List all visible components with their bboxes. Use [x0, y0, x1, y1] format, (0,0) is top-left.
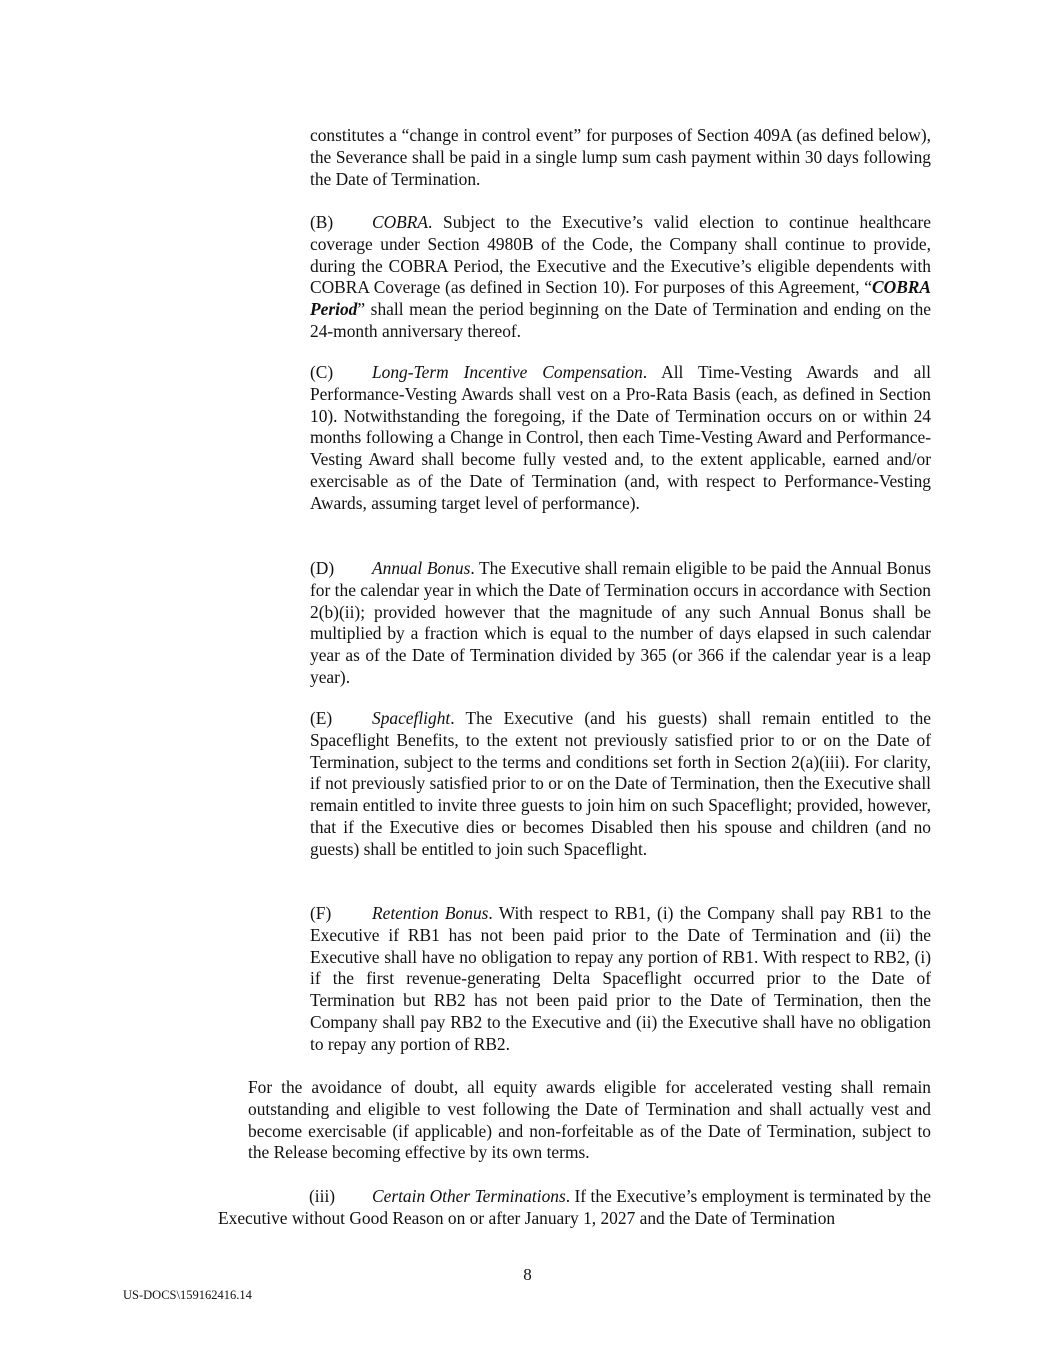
section-c-ltic: (C) Long-Term Incentive Compensation. All Time-Vesting Awards and all Performance-Vesting Awards shall vest on a Pro-Rata Basis (each, as defined in Section 10). Notwithstanding the foregoing, if the Date of Termination occurs on or within 24 months following a Change in Control, then each Time-Vesting Award and Performance-Vesting Award shall become fully vested and, to the extent applicable, earned and/or exercisable as of the Date of Termination (and, with respect to Performance-Vesting Awards, assuming target level of performance). [310, 362, 931, 513]
avoidance-paragraph: For the avoidance of doubt, all equity awards eligible for accelerated vesting shall remain outstanding and eligible to vest following the Date of Termination and shall actually vest and become exercisable (if applicable) and non-forfeitable as of the Date of Termination, subject to the Release becoming effective by its own terms. [248, 1077, 931, 1163]
item-label: (E) [310, 708, 333, 728]
item-label: (F) [310, 903, 332, 923]
section-b-cobra: (B) COBRA. Subject to the Executive’s valid election to continue healthcare coverage under Section 4980B of the Code, the Company shall continue to provide, during the COBRA Period, the Executive and the Executive’s eligible dependents with COBRA Coverage (as defined in Section 10). For purposes of this Agreement, “COBRA Period” shall mean the period beginning on the Date of Termination and ending on the 24-month anniversary thereof. [310, 212, 931, 341]
item-label: (iii) [309, 1186, 336, 1206]
document-id: US-DOCS\159162416.14 [123, 1288, 252, 1302]
page-number: 8 [523, 1265, 532, 1284]
item-text: With respect to RB1, (i) the Company shall pay RB1 to the Executive if RB1 has not been paid prior to the Date of Termination and (ii) the Executive shall have no obligation to repay any portion of RB1. With respect to RB2, (i) if the first revenue-generating Delta Spaceflight occurred prior to the Date of Termination but RB2 has not been paid prior to the Date of Termination, then the Company shall pay RB2 to the Executive and (ii) the Executive shall have no obligation to repay any portion of RB2. [310, 903, 931, 1054]
item-label: (C) [310, 362, 334, 382]
item-title: Certain Other Terminations [372, 1186, 566, 1206]
item-title: COBRA [372, 212, 429, 232]
item-title: Retention Bonus [372, 903, 489, 923]
item-label: (B) [310, 212, 334, 232]
item-label: (D) [310, 558, 335, 578]
section-f-retention-bonus: (F) Retention Bonus. With respect to RB1, (i) the Company shall pay RB1 to the Executive if RB1 has not been paid prior to the Date of Termination and (ii) the Executive shall have no obligation to repay any portion of RB1. With respect to RB2, (i) if the first revenue-generating Delta Spaceflight occurred prior to the Date of Termination but RB2 has not been paid prior to the Date of Termination, then the Company shall pay RB2 to the Executive and (ii) the Executive shall have no obligation to repay any portion of RB2. [310, 903, 931, 1054]
defined-term: COBRA Period [310, 277, 931, 320]
item-text: All Time-Vesting Awards and all Performance-Vesting Awards shall vest on a Pro-Rata Basis (each, as defined in Section 10). Notwithstanding the foregoing, if the Date of Termination occurs on or within 24 months following a Change in Control, then each Time-Vesting Award and Performance-Vesting Award shall become fully vested and, to the extent applicable, earned and/or exercisable as of the Date of Termination (and, with respect to Performance-Vesting Awards, assuming target level of performance). [310, 362, 931, 513]
section-iii-other-terminations: (iii) Certain Other Terminations. If the Executive’s employment is terminated by the Executive without Good Reason on or after January 1, 2027 and the Date of Termination [218, 1186, 931, 1228]
continuation-paragraph: constitutes a “change in control event” for purposes of Section 409A (as defined below), the Severance shall be paid in a single lump sum cash payment within 30 days following the Date of Termination. [310, 125, 931, 189]
item-title: Long-Term Incentive Compensation [372, 362, 643, 382]
item-text-after: ” shall mean the period beginning on the Date of Termination and ending on the 24-month anniversary thereof. [310, 299, 931, 341]
section-e-spaceflight: (E) Spaceflight. The Executive (and his guests) shall remain entitled to the Spaceflight Benefits, to the extent not previously satisfied prior to or on the Date of Termination, subject to the terms and conditions set forth in Section 2(a)(iii). For clarity, if not previously satisfied prior to or on the Date of Termination, then the Executive shall remain entitled to invite three guests to join him on such Spaceflight; provided, however, that if the Executive dies or becomes Disabled then his spouse and children (and no guests) shall be entitled to join such Spaceflight. [310, 708, 931, 859]
item-text: The Executive (and his guests) shall remain entitled to the Spaceflight Benefits, to the extent not previously satisfied prior to or on the Date of Termination, subject to the terms and conditions set forth in Section 2(a)(iii). For clarity, if not previously satisfied prior to or on the Date of Termination, then the Executive shall remain entitled to invite three guests to join him on such Spaceflight; provided, however, that if the Executive dies or becomes Disabled then his spouse and children (and no guests) shall be entitled to join such Spaceflight. [310, 708, 931, 859]
item-title: Annual Bonus [372, 558, 471, 578]
item-title: Spaceflight [372, 708, 451, 728]
item-text: The Executive shall remain eligible to be paid the Annual Bonus for the calendar year in which the Date of Termination occurs in accordance with Section 2(b)(ii); provided however that the magnitude of any such Annual Bonus shall be multiplied by a fraction which is equal to the number of days elapsed in such calendar year as of the Date of Termination divided by 365 (or 366 if the calendar year is a leap year). [310, 558, 931, 687]
item-text: If the Executive’s employment is terminated by the Executive without Good Reason on or after January 1, 2027 and the Date of Termination [218, 1186, 931, 1228]
section-d-annual-bonus: (D) Annual Bonus. The Executive shall remain eligible to be paid the Annual Bonus for the calendar year in which the Date of Termination occurs in accordance with Section 2(b)(ii); provided however that the magnitude of any such Annual Bonus shall be multiplied by a fraction which is equal to the number of days elapsed in such calendar year as of the Date of Termination divided by 365 (or 366 if the calendar year is a leap year). [310, 558, 931, 687]
item-text: Subject to the Executive’s valid election to continue healthcare coverage under Section 4980B of the Code, the Company shall continue to provide, during the COBRA Period, the Executive and the Executive’s eligible dependents with COBRA Coverage (as defined in Section 10). For purposes of this Agreement, “ [310, 212, 931, 298]
